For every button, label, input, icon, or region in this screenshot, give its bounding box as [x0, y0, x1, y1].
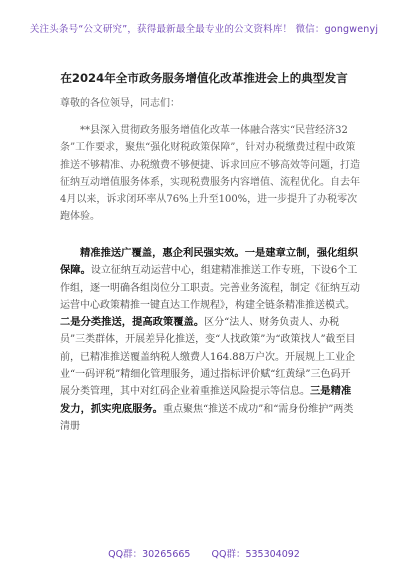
qq-group-2: QQ群：535304092	[211, 549, 300, 560]
qq-group-1: QQ群：30265665	[108, 549, 191, 560]
section-text-3: 重点聚焦“推送不成功”和“需身份维护”两类清册	[60, 403, 354, 432]
body-paragraph	[60, 245, 360, 435]
footer-contact	[0, 546, 408, 560]
section-subheading-2: 二是分类推送，提高政策覆盖。	[60, 316, 205, 329]
section-subheading-3: 三是精准发力，抓实兜底服务。	[60, 385, 352, 415]
document-title: 在2024年全市政务服务增值化改革推进会上的典型发言	[60, 71, 348, 85]
promo-banner: 关注头条号“公文研究”，获得最新最全最专业的公文资料库！ 微信：gongwenyj	[29, 24, 379, 35]
section-text-2: 区分“法人、财务负责人、办税员”三类群体，开展差异化推送，变“人找政策”为“政策找人”截至目前，已精准推送覆盖纳税人缴费人164.88万户次。开展规上工业企业“一码评税”精细化管理服务，通过指标评价赋“红黄绿”三色码开展分类管理，其中对红码企业着重推送风险提示等信息。	[60, 317, 356, 398]
intro-paragraph: **县深入贯彻政务服务增值化改革一体融合落实“民营经济32条”工作要求，聚焦“强化财税政策保障”，针对办税缴费过程中政策推送不够精准、办税缴费不够便捷、诉求回应不够高效等问题，打造征纳互动增值服务体系，实现税费服务内容增值、流程优化。自去年4月以来，诉求闭环率从76%上升至100%，进一步提升了办税零次跑体验。	[60, 125, 360, 223]
salutation: 尊敬的各位领导，同志们：	[60, 98, 180, 109]
section-text-1: 设立征纳互动运营中心，组建精准推送工作专班，下设6个工作组，逐一明确各组岗位分工职责。完善业务流程，制定《征纳互动运营中心政策精推一键直达工作规程》，构建全链条精准推送模式。	[60, 265, 360, 311]
section-heading: 精准推送广覆盖，惠企利民强实效。一是建章立制，强化组织保障。	[60, 247, 359, 277]
